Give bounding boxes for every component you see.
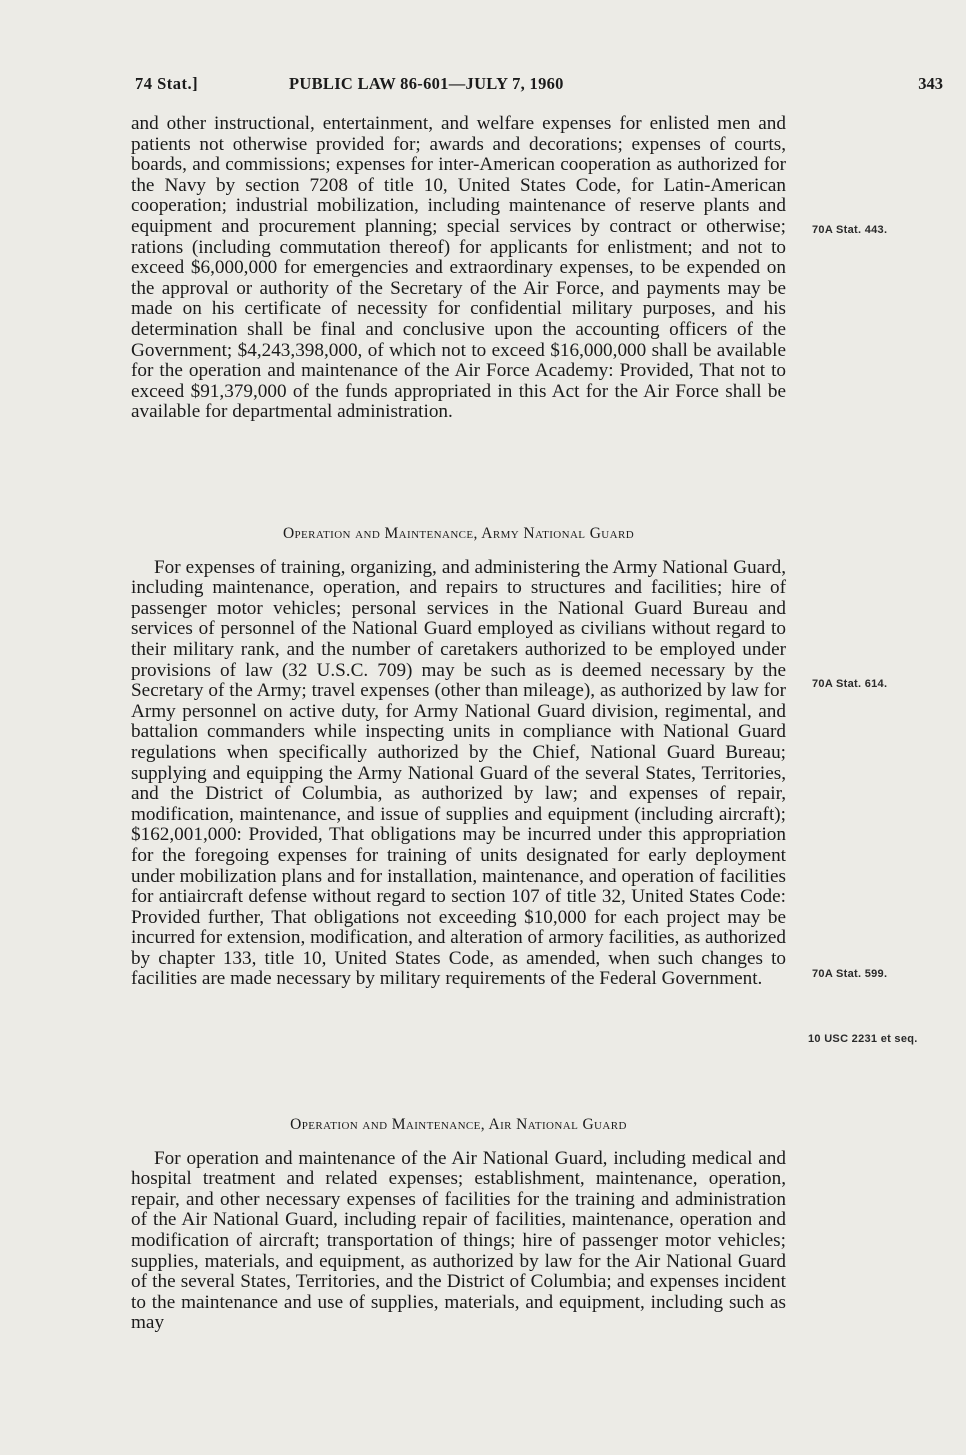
section-air-national-guard — [131, 1115, 786, 1334]
paragraph-air-force-continuation: and other instructional, entertainment, and welfare expenses for enlisted men and patients not otherwise provided for; awards and decorations; expenses of courts, boards, and commissions; expenses for inter-American cooperation as authorized for the Navy by section 7208 of title 10, United States Code, for Latin-American cooperation; industrial mobilization, including maintenance of reserve plants and equipment and procurement planning; special services by contract or otherwise; rations (including commutation thereof) for applicants for enlistment; and not to exceed $6,000,000 for emergencies and extraordinary expenses, to be expended on the approval or authority of the Secretary of the Air Force, and payments may be made on his certificate of necessity for confidential military purposes, and his determination shall be final and conclusive upon the accounting officers of the Government; $4,243,398,000, of which not to exceed $16,000,000 shall be available for the operation and maintenance of the Air Force Academy: Provided, That not to exceed $91,379,000 of the funds appropriated in this Act for the Air Force shall be available for departmental administration. — [131, 113, 786, 423]
paragraph-air-national-guard: For operation and maintenance of the Air National Guard, including medical and hospital treatment and related expenses; establishment, maintenance, operation, repair, and other necessary expenses of facilities for the training and administration of the Air National Guard, including repair of facilities, maintenance, operation and modification of aircraft; transportation of things; hire of passenger motor vehicles; supplies, materials, and equipment, as authorized by law for the Air National Guard of the several States, Territories, and the District of Columbia; and expenses incident to the maintenance and use of supplies, materials, and equipment, including such as may — [131, 1147, 786, 1334]
page-number: 343 — [918, 74, 943, 93]
running-header — [135, 74, 943, 96]
section-heading-air-national-guard: Operation and Maintenance, Air National Guard — [290, 1116, 627, 1133]
section-continuation — [131, 114, 786, 423]
section-heading-army-national-guard: Operation and Maintenance, Army National Guard — [282, 525, 635, 542]
margin-note-70a-599: 70A Stat. 599. — [812, 968, 888, 980]
header-title: PUBLIC LAW 86-601—JULY 7, 1960 — [289, 74, 564, 93]
paragraph-army-national-guard: For expenses of training, organizing, and administering the Army National Guard, including maintenance, operation, and repairs to structures and facilities; hire of passenger motor vehicles; personal services in the National Guard Bureau and services of personnel of the National Guard employed as civilians without regard to their military rank, and the number of caretakers authorized to be employed under provisions of law (32 U.S.C. 709) may be such as is deemed necessary by the Secretary of the Army; travel expenses (other than mileage), as authorized by law for Army personnel on active duty, for Army National Guard division, regimental, and battalion commanders while inspecting units in compliance with National Guard regulations when specifically authorized by the Chief, National Guard Bureau; supplying and equipping the Army National Guard of the several States, Territories, and the District of Columbia, as authorized by law; and expenses of repair, modification, maintenance, and issue of supplies and equipment (including aircraft); $162,001,000: Provided, That obligations may be incurred under this appropriation for the foregoing expenses for training of units designated for early deployment under mobilization plans and for installation, maintenance, and operation of facilities for antiaircraft defense without regard to section 107 of title 32, United States Code: Provided further, That obligations not exceeding $10,000 for each project may be incurred for extension, modification, and alteration of armory facilities, as authorized by chapter 133, title 10, United States Code, as amended, when such changes to facilities are made necessary by military requirements of the Federal Government. — [131, 556, 786, 990]
header-statute-ref: 74 Stat.] — [135, 74, 199, 93]
margin-note-70a-443: 70A Stat. 443. — [812, 224, 888, 236]
section-army-national-guard — [131, 524, 786, 990]
margin-note-10-usc: 10 USC 2231 et seq. — [808, 1033, 918, 1045]
margin-note-70a-614: 70A Stat. 614. — [812, 678, 888, 690]
